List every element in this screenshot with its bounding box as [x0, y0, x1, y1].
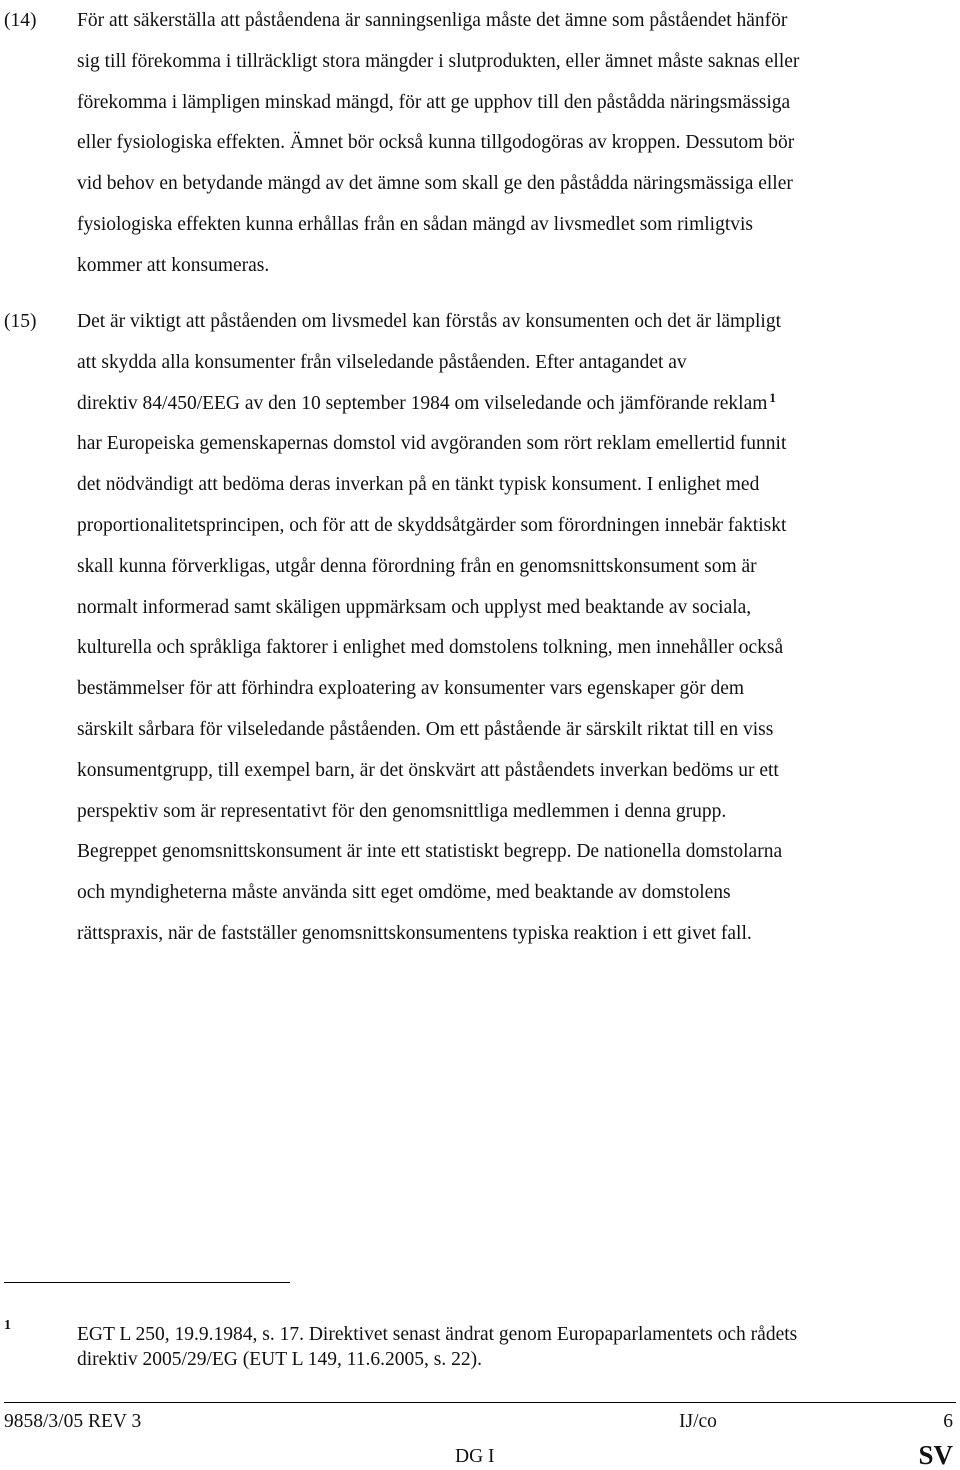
text-line-content: direktiv 84/450/EEG av den 10 september 1984 om vilseledande och jämförande reklam — [77, 392, 768, 414]
text-line: Det är viktigt att påståenden om livsmedel kan förstås av konsumenten och det är lämpligt — [77, 311, 781, 332]
footnote-separator — [4, 1282, 290, 1283]
text-line: skall kunna förverkligas, utgår denna förordning från en genomsnittskonsument som är — [77, 555, 757, 577]
text-line: eller fysiologiska effekten. Ämnet bör också kunna tillgodogöras av kroppen. Dessutom bör — [77, 132, 795, 154]
footnote-line: direktiv 2005/29/EG (EUT L 149, 11.6.2005, s. 22). — [77, 1349, 482, 1370]
text-line: kulturella och språkliga faktorer i enlighet med domstolens tolkning, men innehåller också — [77, 637, 784, 659]
text-line: sig till förekomma i tillräckligt stora mängder i slutprodukten, eller ämnet måste saknas eller — [77, 50, 800, 72]
text-line: att skydda alla konsumenter från vilseledande påståenden. Efter antagandet av — [77, 351, 687, 373]
text-line: vid behov en betydande mängd av det ämne som skall ge den påstådda näringsmässiga eller — [77, 173, 793, 195]
text-line: För att säkerställa att påståendena är sanningsenliga måste det ämne som påståendet hänför — [77, 10, 788, 31]
directorate-general: DG I — [455, 1446, 495, 1467]
text-line: Begreppet genomsnittskonsument är inte ett statistiskt begrepp. De nationella domstolarna — [77, 841, 783, 863]
text-line: konsumentgrupp, till exempel barn, är det önskvärt att påståendets inverkan bedöms ur ett — [77, 759, 779, 781]
text-line: bestämmelser för att förhindra exploatering av konsumenter vars egenskaper gör dem — [77, 678, 745, 700]
footnote-mark: 1 — [4, 1318, 11, 1333]
text-line: perspektiv som är representativt för den genomsnittliga medlemmen i denna grupp. — [77, 800, 727, 822]
language-code: SV — [918, 1440, 953, 1470]
footer-separator — [4, 1402, 956, 1403]
text-line: det nödvändigt att bedöma deras inverkan på en tänkt typisk konsument. I enlighet med — [77, 474, 760, 496]
text-line-with-footnote — [77, 384, 937, 425]
document-reference: 9858/3/05 REV 3 — [4, 1411, 142, 1432]
text-line: fysiologiska effekten kunna erhållas från en sådan mängd av livsmedlet som rimligtvis — [77, 213, 754, 235]
paragraph-number: (14) — [4, 10, 37, 31]
text-line: särskilt sårbara för vilseledande påståenden. Om ett påstående är särskilt riktat till en viss — [77, 718, 774, 740]
text-line: normalt informerad samt skäligen uppmärksam och upplyst med beaktande av sociala, — [77, 596, 752, 618]
footnote-line: EGT L 250, 19.9.1984, s. 17. Direktivet senast ändrat genom Europaparlamentets och rådets — [77, 1324, 798, 1345]
author-initials: IJ/co — [679, 1411, 717, 1432]
paragraph-body — [77, 1, 937, 287]
text-line: har Europeiska gemenskapernas domstol vid avgöranden som rört reklam emellertid funnit — [77, 433, 787, 455]
footnote-reference[interactable]: 1 — [769, 389, 776, 405]
text-line: kommer att konsumeras. — [77, 254, 270, 276]
paragraph-body — [77, 302, 937, 955]
page-number: 6 — [943, 1411, 953, 1432]
text-line: och myndigheterna måste använda sitt eget omdöme, med beaktande av domstolens — [77, 882, 731, 904]
text-line: rättspraxis, när de fastställer genomsnittskonsumentens typiska reaktion i ett givet fall. — [77, 922, 752, 944]
footnote-body — [77, 1322, 947, 1372]
text-line: förekomma i lämpligen minskad mängd, för att ge upphov till den påstådda näringsmässiga — [77, 91, 791, 113]
text-line: proportionalitetsprincipen, och för att de skyddsåtgärder som förordningen innebär faktiskt — [77, 514, 787, 536]
paragraph-number: (15) — [4, 311, 37, 332]
